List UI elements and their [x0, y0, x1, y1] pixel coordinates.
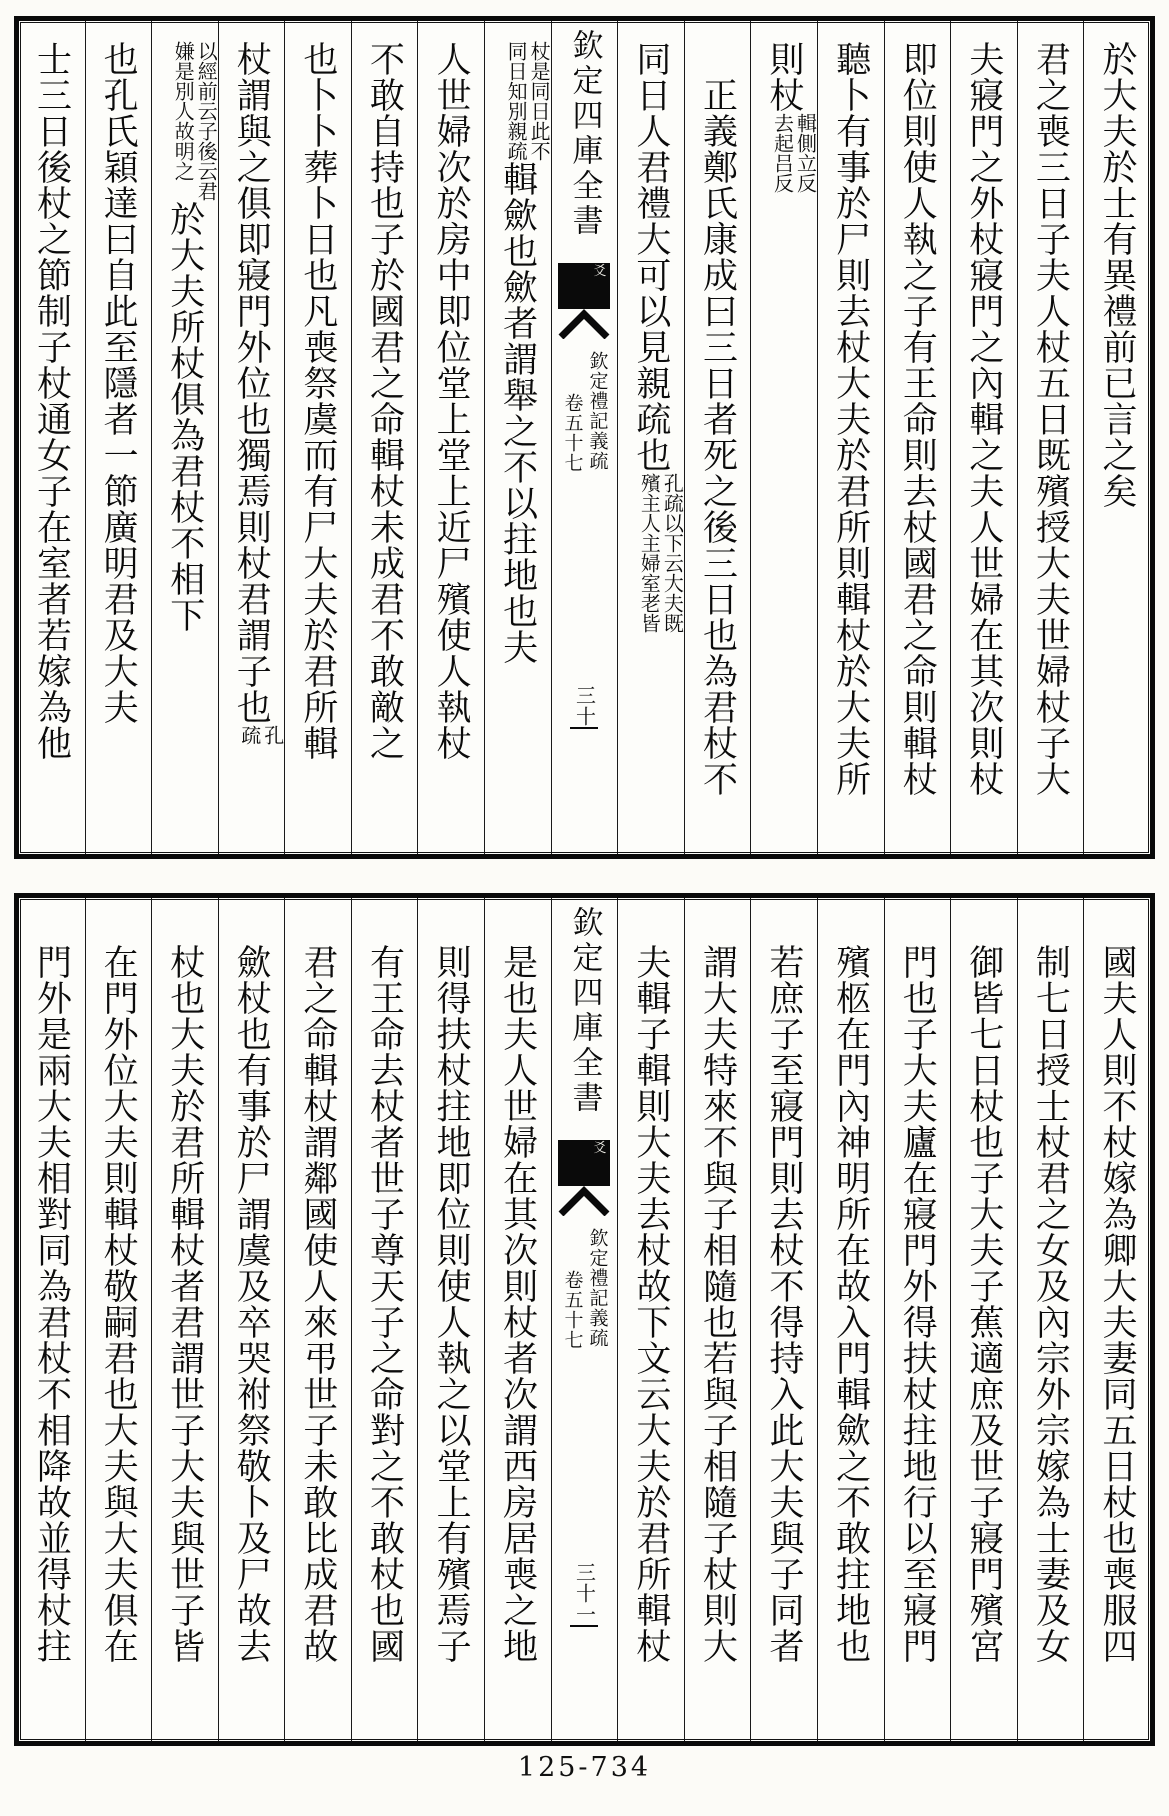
column-text: 有王命去杖者世子尊天子之命對之不敢杖也國 — [364, 944, 405, 1664]
banxin-leaf-number: 三十一 — [572, 1562, 597, 1625]
text-column — [351, 898, 418, 1741]
banxin-column — [551, 898, 618, 1741]
text-column — [1017, 21, 1084, 854]
column-text: 殯柩在門內神明所在故入門輯歛之不敢拄地也 — [830, 944, 871, 1664]
text-column — [284, 898, 351, 1741]
text-column — [85, 898, 152, 1741]
text-column — [884, 898, 951, 1741]
text-column — [19, 21, 85, 854]
text-column — [950, 21, 1017, 854]
text-column — [151, 21, 218, 854]
column-text: 於大夫所杖俱為君杖不相下 — [164, 201, 205, 633]
text-column — [417, 898, 484, 1741]
column-text: 正義鄭氏康成曰三日者死之後三日也為君杖不 — [697, 41, 738, 797]
text-column — [750, 898, 817, 1741]
column-text: 也卜卜葬卜日也凡喪祭虞而有尸大夫於君所輯 — [297, 41, 338, 761]
volume-number: 卷五十七 — [561, 1270, 584, 1350]
interlinear-note: 輯側立反 去起吕反 — [770, 113, 818, 193]
text-column — [817, 21, 884, 854]
column-text: 士三日後杖之節制子杖通女子在室者若嫁為他 — [31, 41, 72, 761]
column-text: 杖謂與之俱即寢門外位也獨焉則杖君謂子也 — [231, 41, 272, 725]
interlinear-note: 孔疏以下云大夫既 殯主人主婦室老皆 — [637, 473, 684, 633]
text-column — [1083, 21, 1150, 854]
column-text: 君之喪三日子夫人杖五日既殯授大夫世婦杖子大 — [1030, 41, 1071, 797]
column-text: 制七日授士杖君之女及內宗外宗嫁為士妻及女 — [1030, 944, 1071, 1664]
text-column — [884, 21, 951, 854]
column-text: 則杖 — [764, 41, 805, 113]
banxin-column — [551, 21, 618, 854]
text-column — [1017, 898, 1084, 1741]
text-column — [151, 898, 218, 1741]
banxin-series-title: 欽定四庫全書 — [566, 29, 603, 239]
book-title-text: 欽定禮記義疏 — [586, 1228, 609, 1348]
fishtail-mark — [558, 263, 610, 339]
column-text: 則得扶杖拄地即位則使人執之以堂上有殯焉子 — [431, 944, 472, 1664]
text-column — [684, 21, 751, 854]
text-column — [617, 898, 684, 1741]
column-text: 人世婦次於房中即位堂上堂上近尸殯使人執杖 — [431, 41, 472, 761]
column-text: 聽卜有事於尸則去杖大夫於君所則輯杖於大夫所 — [830, 41, 871, 797]
column-text: 不敢自持也子於國君之命輯杖未成君不敢敵之 — [364, 41, 405, 761]
page-number: 125-734 — [517, 1752, 652, 1783]
text-column — [684, 898, 751, 1741]
interlinear-note: 孔 疏 — [237, 725, 285, 745]
text-column — [750, 21, 817, 854]
banxin-series-title: 欽定四庫全書 — [566, 906, 603, 1116]
column-text: 輯歛也歛者謂舉之不以拄地也夫 — [497, 161, 538, 665]
column-text: 夫寢門之外杖寢門之內輯之夫人世婦在其次則杖 — [963, 41, 1004, 797]
banxin-book-title — [559, 1228, 609, 1350]
column-text: 國夫人則不杖嫁為卿大夫妻同五日杖也喪服四 — [1097, 944, 1137, 1664]
column-text: 若庶子至寢門則去杖不得持入此大夫與子同者 — [764, 944, 805, 1664]
text-column — [617, 21, 684, 854]
column-text: 在門外位大夫則輯杖敬嗣君也大夫與大夫俱在 — [98, 944, 139, 1664]
banxin-book-title — [559, 351, 609, 473]
column-text: 門外是兩大夫相對同為君杖不相降故並得杖拄 — [31, 944, 72, 1664]
column-text: 也孔氏穎達曰自此至隱者一節廣明君及大夫 — [98, 41, 139, 725]
text-column — [950, 898, 1017, 1741]
interlinear-note: 杖是同日此不 同日知別親疏 — [504, 41, 551, 161]
text-column — [484, 21, 551, 854]
column-text: 即位則使人執之子有王命則去杖國君之命則輯杖 — [897, 41, 938, 797]
interlinear-note: 以經前云子後云君 嫌是別人故明之 — [171, 41, 218, 201]
column-text: 門也子大夫廬在寢門外得扶杖拄地行以至寢門 — [897, 944, 938, 1664]
volume-number: 卷五十七 — [561, 393, 584, 473]
text-column — [417, 21, 484, 854]
text-column — [484, 898, 551, 1741]
column-text: 於大夫於士有異禮前已言之矣 — [1097, 41, 1137, 509]
text-column — [351, 21, 418, 854]
column-text: 杖也大夫於君所輯杖者君謂世子大夫與世子皆 — [164, 944, 205, 1664]
fishtail-chevron-icon — [558, 309, 610, 339]
text-column — [284, 21, 351, 854]
book-title-text: 欽定禮記義疏 — [586, 351, 609, 471]
column-text: 君之命輯杖謂鄰國使人來弔世子未敢比成君故 — [297, 944, 338, 1664]
text-column — [218, 21, 285, 854]
banxin-leaf-number: 三十 — [572, 685, 597, 727]
fishtail-mark — [558, 1140, 610, 1216]
column-text: 歛杖也有事於尸謂虞及卒哭祔祭敬卜及尸故去 — [231, 944, 272, 1664]
column-text: 謂大夫特來不與子相隨也若與子相隨子杖則大 — [697, 944, 738, 1664]
leaf-lower — [14, 893, 1155, 1746]
column-text: 同日人君禮大可以見親疏也 — [630, 41, 671, 473]
text-column — [85, 21, 152, 854]
column-text: 是也夫人世婦在其次則杖者次謂西房居喪之地 — [497, 944, 538, 1664]
column-text: 御皆七日杖也子大夫子蕉適庶及世子寢門殯宮 — [963, 944, 1004, 1664]
fishtail-category-mark: 爻 — [593, 1141, 608, 1156]
text-column — [1083, 898, 1150, 1741]
fishtail-category-mark: 爻 — [593, 264, 608, 279]
text-column — [218, 898, 285, 1741]
text-column — [817, 898, 884, 1741]
text-column — [19, 898, 85, 1741]
fishtail-black-box — [558, 263, 610, 309]
fishtail-chevron-icon — [558, 1186, 610, 1216]
fishtail-black-box — [558, 1140, 610, 1186]
leaf-upper — [14, 16, 1155, 859]
column-text: 夫輯子輯則大夫去杖故下文云大夫於君所輯杖 — [630, 944, 671, 1664]
